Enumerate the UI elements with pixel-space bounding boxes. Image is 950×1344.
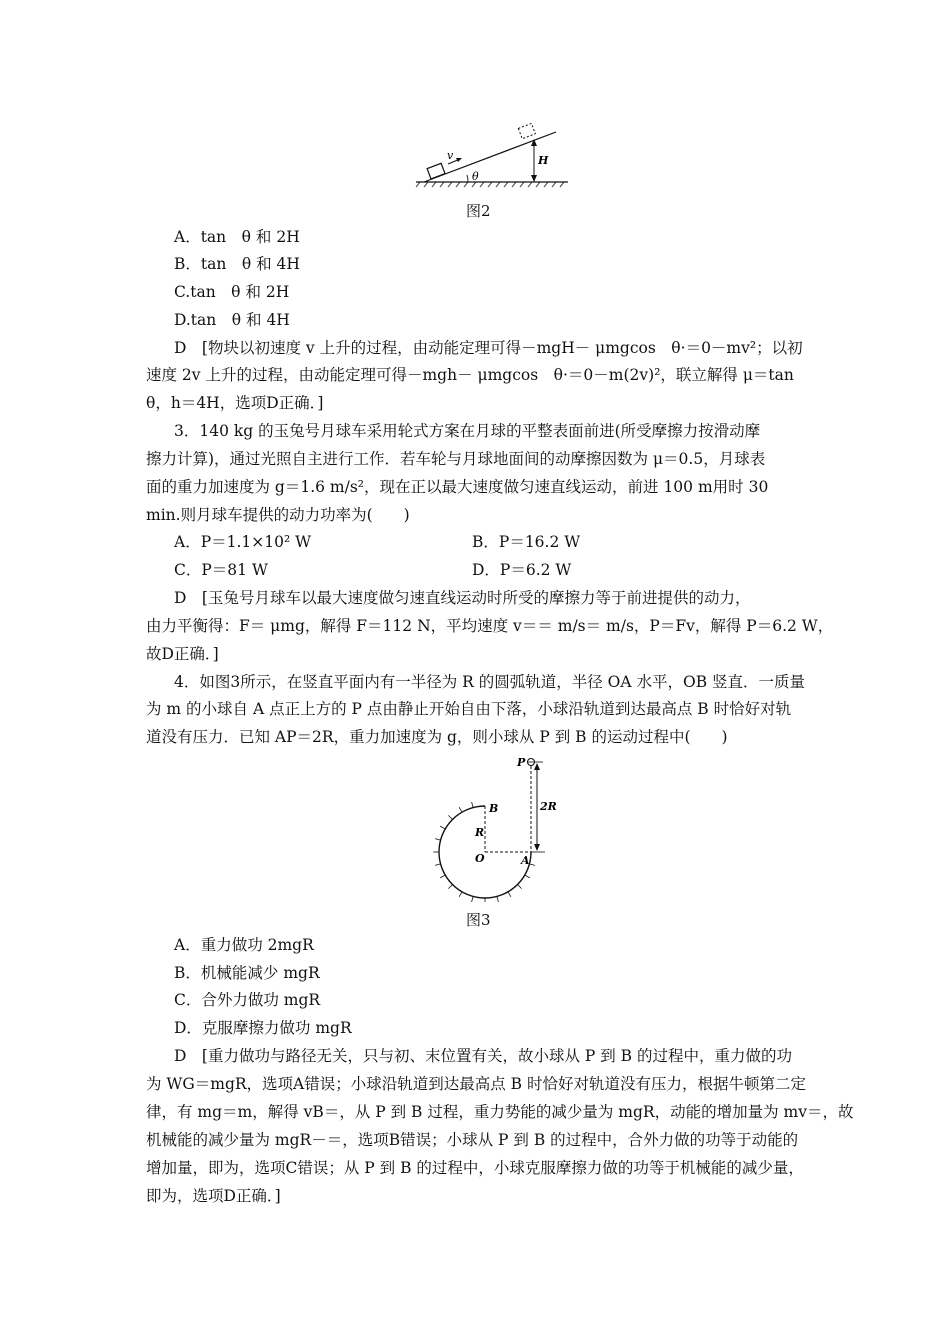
- q2-answer-line-3: θ，h＝4H，选项D正确．]: [146, 394, 324, 412]
- figure-3-label-2R: 2R: [540, 800, 557, 813]
- q4-stem-line-2: 为 m 的小球自 A 点正上方的 P 点由静止开始自由下落，小球沿轨道到达最高点 B 时恰好对轨: [146, 700, 792, 718]
- q4-answer-line-3: 律，有 mg＝m，解得 vB＝，从 P 到 B 过程，重力势能的减少量为 mgR，动能的增加量为 mv＝，故: [146, 1103, 854, 1121]
- figure-2-caption: 图2: [466, 202, 491, 220]
- figure-3-label-P: P: [517, 756, 526, 769]
- figure-3-caption: 图3: [466, 911, 491, 929]
- q4-answer-line-2: 为 WG＝mgR，选项A错误；小球沿轨道到达最高点 B 时恰好对轨道没有压力，根据牛顿第二定: [146, 1075, 806, 1093]
- q3-answer-line-1: D [玉兔号月球车以最大速度做匀速直线运动时所受的摩擦力等于前进提供的动力，: [174, 589, 751, 607]
- q3-stem-line-2: 擦力计算)，通过光照自主进行工作．若车轮与月球地面间的动摩擦因数为 μ＝0.5，月球表: [146, 450, 766, 468]
- q3-option-a: A．P＝1.1×10² W: [174, 533, 312, 551]
- q4-option-a: A．重力做功 2mgR: [174, 936, 314, 954]
- figure-3-circular-track-diagram: [425, 752, 560, 902]
- q2-option-b: B．tan θ 和 4H: [174, 255, 300, 273]
- q2-answer-line-2: 速度 2v 上升的过程，由动能定理可得－mgh－ μmgcos θ·＝0－m(2v)²，联立解得 μ＝tan: [146, 366, 794, 384]
- q4-answer-line-4: 机械能的减少量为 mgR－＝，选项B错误；小球从 P 到 B 的过程中，合外力做的功等于动能的: [146, 1131, 799, 1149]
- q3-stem-line-4: min.则月球车提供的动力功率为( ): [146, 506, 410, 524]
- q4-answer-line-1: D [重力做功与路径无关，只与初、末位置有关，故小球从 P 到 B 的过程中，重力做的功: [174, 1047, 793, 1065]
- q3-option-c: C．P＝81 W: [174, 561, 268, 579]
- q4-answer-line-5: 增加量，即为，选项C错误；从 P 到 B 的过程中，小球克服摩擦力做的功等于机械能的减少量，: [146, 1159, 804, 1177]
- q4-stem-line-1: 4．如图3所示，在竖直平面内有一半径为 R 的圆弧轨道，半径 OA 水平，OB 竖直．一质量: [174, 673, 806, 691]
- q4-stem-line-3: 道没有压力．已知 AP＝2R，重力加速度为 g，则小球从 P 到 B 的运动过程中( ): [146, 728, 728, 746]
- figure-3-label-R: R: [475, 826, 485, 839]
- q4-option-d: D．克服摩擦力做功 mgR: [174, 1019, 352, 1037]
- figure-3-label-O: O: [475, 852, 485, 865]
- q3-answer-line-2: 由力平衡得：F＝ μmg，解得 F＝112 N，平均速度 v＝＝ m/s＝ m/s，P＝Fv，解得 P＝6.2 W，: [146, 617, 834, 635]
- q3-option-b: B．P＝16.2 W: [472, 533, 581, 551]
- q3-answer-line-3: 故D正确．]: [146, 645, 219, 663]
- q4-answer-line-6: 即为，选项D正确．]: [146, 1187, 281, 1205]
- q3-stem-line-1: 3．140 kg 的玉兔号月球车采用轮式方案在月球的平整表面前进(所受摩擦力按滑动摩: [174, 422, 761, 440]
- q4-option-b: B．机械能减少 mgR: [174, 964, 320, 982]
- q2-answer-line-1: D [物块以初速度 v 上升的过程，由动能定理可得－mgH－ μmgcos θ·＝0－mv²；以初: [174, 339, 803, 357]
- figure-3-label-B: B: [489, 802, 499, 815]
- q2-option-d: D.tan θ 和 4H: [174, 311, 290, 329]
- q2-option-a: A．tan θ 和 2H: [174, 228, 300, 246]
- q2-option-c: C.tan θ 和 2H: [174, 283, 290, 301]
- figure-2-label-theta: θ: [472, 170, 479, 183]
- figure-2-label-H: H: [538, 154, 549, 167]
- q3-option-d: D．P＝6.2 W: [472, 561, 572, 579]
- figure-3-label-A: A: [521, 854, 530, 867]
- q4-option-c: C．合外力做功 mgR: [174, 991, 321, 1009]
- figure-2-incline-diagram: [410, 122, 575, 190]
- q3-stem-line-3: 面的重力加速度为 g＝1.6 m/s²，现在正以最大速度做匀速直线运动，前进 100 m用时 30: [146, 478, 769, 496]
- figure-2-label-v: v: [447, 149, 454, 162]
